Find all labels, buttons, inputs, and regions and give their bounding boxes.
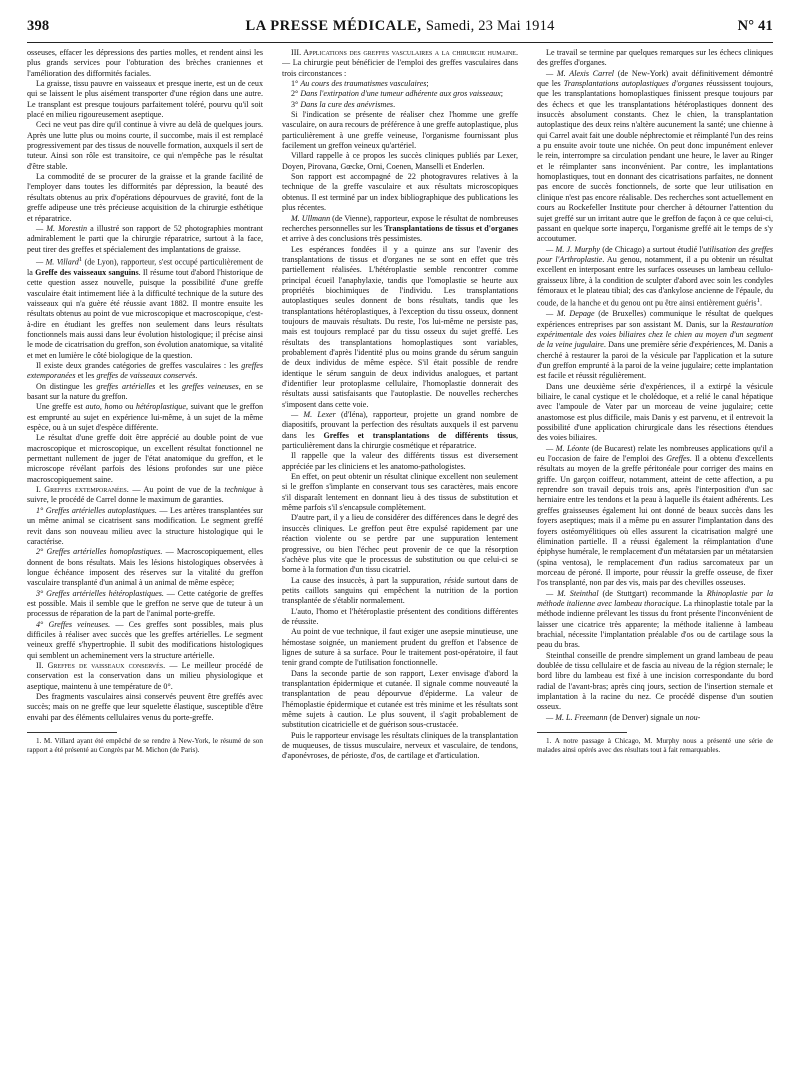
footnotes — [27, 737, 263, 755]
paragraph-text: réussissent toujours, que les transplantations homoplastiques finissent presque toujours par des échecs et que les transplantations hétéroplastiques donnent des insuccès absolument constants. Chez le chien, la transplantation autoplastique des deux reins n'altère aucunement la santé; une chienne à qui Carrel avait fait une double néphrectomie et réimplanté l'un des reins a pu ensuite avoir toute une nichée. On peut donc impunément enlever le rein, interrompre sa circulation pendant une heure, le laver au Ringer et le réimplanter sans inconvénient. Par contre, les implantations homoplastiques, tout en donnant des cicatrisations parfaites, ne donnent pas encore de succès fonctionnels, de sorte que leur utilisation en clinique n'est pas encore réalisable. Des recherches sont actuellement en cours au Rockefeller Institute pour chercher à détourner l'attention du sujet greffé sur un irritant autre que le greffon de façon à ce que celui-ci, passant en quelque sorte inaperçu, l'organisme greffé ait le temps de s'y accoutumer. — [537, 79, 773, 244]
paragraph: Les espérances fondées il y a quinze ans sur l'avenir des transplantations de tissus et d'organes ne se sont en effet que très partiellement réalisées. L'hétéroplastie semble rencontrer comme principal écueil l'anaphylaxie, tandis que l'omoplastie se heurte aux propriétés biochimiques de l'individu. Les transplantations autoplastiques seules donnent de bons résultats, tandis que les transplantations hétéroplastiques, à l'exception du tissu osseux, donnent toujours de mauvais résultats. Du reste, l'os lui-même ne persiste pas, mais est toujours remplacé par du tissu osseux du sujet greffé. Les résultats des transplantations homoplastiques sont variables, probablement d'après l'identité plus ou moins grande du sérum sanguin de deux individus de même espèce. S'il était possible de rendre identique le sérum sanguin de deux individus analogues, et partant d'identifier leur protoplasme cellulaire, l'homoplastie donnerait des résultats aussi satisfaisants que l'autoplastie. De nouvelles recherches s'imposent dans cette voie. — [282, 244, 518, 409]
section-heading: I. Greffes extemporanées. — [36, 485, 129, 495]
paragraph — [537, 444, 773, 589]
paragraph-text: (de Lyon), rapporteur, s'est occupé particulièrement de la — [27, 257, 263, 277]
journal-name: LA PRESSE MÉDICALE, — [245, 18, 422, 34]
paragraph-text: ; — [426, 79, 429, 89]
author-name: — M. J. Murphy — [546, 244, 600, 254]
emphasis: greffes extemporanées — [27, 361, 263, 381]
paragraph — [537, 309, 773, 381]
footnote: 1. A notre passage à Chicago, M. Murphy nous a présenté une série de malades ainsi opérés avec des résultats tout à fait remarquables. — [537, 737, 773, 754]
paragraph — [282, 214, 518, 245]
paragraph-text: — Cette catégorie de greffes est possible. Mais il semble que le greffon ne serve que de tuteur à un processus de réparation de la part de l'animal porte-greffe. — [27, 588, 263, 619]
paragraph — [27, 224, 263, 255]
paragraph-text: a illustré son rapport de 52 photographies montrant admirablement le parti que la chirurgie réparatrice, surtout à la face, peut tirer des greffes et spécialement des implantations de graisse. — [27, 223, 263, 254]
footnote-rule — [27, 732, 117, 733]
paragraph — [27, 485, 263, 506]
paragraph-text: — Ces greffes sont possibles, mais plus difficiles à réaliser avec succès que les greffes artérielles. Le segment veineux greffé s'hypertrophie. Il subit des modifications histologiques qui semblent un acheminement vers la structure artérielle. — [27, 619, 263, 660]
list-item — [282, 89, 518, 99]
paragraph-text: . La rhinoplastie totale par la méthode indienne prélevant les tissus du front présente l'inconvénient de laisser une cicatrice très apparente; la méthode italienne à lambeau brachial, nécessite l'implantation préalable d'os ou de cartilage sous la peau du bras. — [537, 598, 773, 650]
emphasis: Rhinoplastie par la méthode italienne avec lambeau thoracique — [537, 588, 773, 608]
author-name: — M. Villard — [36, 257, 79, 267]
paragraph-text: , suivant que le greffon est emprunté au sujet en expérience lui-même, à un sujet de la même espèce, ou à un sujet d'espèce différente. — [27, 402, 263, 433]
subsection-heading: 4° Greffes veineuses. — [36, 619, 111, 629]
paragraph: Dans une deuxième série d'expériences, il a extirpé la vésicule biliaire, le canal cystique et le cholédoque, et a relié le canal hépatique avec l'ampoule de Vater par un morceau de veine jugulaire; cette anastomose est plus difficile, mais Danis y est parvenu, et il entrevoit la possibilité d'une application chirurgicale dans les résections étendues des voies biliaires. — [537, 381, 773, 443]
paragraph-text: ; — [500, 89, 504, 99]
paragraph-text: (de Vienne), rapporteur, expose le résultat de nombreuses recherches personnelles sur les — [282, 213, 518, 233]
paragraph-text: (de Bruxelles) communique le résultat de quelques expériences entreprises par son assistant M. Danis, sur la — [537, 309, 773, 329]
paragraph-text: — Macroscopiquement, elles donnent de bons résultats. Mais les lésions histologiques observées à longue échéance imposent des réserves sur la vitalité du greffon vasculaire transplanté d'un animal à un animal de même espèce; — [27, 547, 263, 588]
section-heading: III. Applications des greffes vasculaires a la chirurgie humaine. — [291, 48, 518, 57]
paragraph: D'autre part, il y a lieu de considérer des différences dans le degré des insuccès cliniques. Le greffon peut être expulsé rapidement par une réaction violente ou se perdre par une suppuration lentement progressive, ou bien l'échec peut provenir de ce que la résorption s'achève plus vite que le processus de substitution ou que celui-ci se borne à la formation d'un tissu cicatriel. — [282, 513, 518, 575]
list-item — [282, 100, 518, 110]
topic-title: Greffe des vaisseaux sanguins — [35, 267, 139, 277]
paragraph: Le travail se termine par quelques remarques sur les échecs cliniques des greffes d'organes. — [537, 48, 773, 68]
paragraph: Puis le rapporteur envisage les résultats cliniques de la transplantation de muqueuses, de tissus musculaire, nerveux et vasculaire, de tendons, d'aponévroses, de périoste, d'os, de cartilage et d'articulation. — [282, 730, 518, 761]
paragraph-text: à suivre, le procédé de Carrel donne le maximum de garanties. — [27, 485, 263, 505]
author-name: — M. Lexer — [291, 410, 336, 420]
paragraph-text: . Dans une première série d'expériences, M. Danis a cherché à restaurer la paroi de la vésicule par l'application et la suture d'un greffon emprunté à la paroi de la veine jugulaire; cette implantation est facile et réussit régulièrement. — [537, 340, 773, 381]
author-name: — M. Steinthal — [546, 588, 599, 598]
paragraph — [27, 382, 263, 403]
list-number: 2° — [291, 89, 301, 99]
paragraph — [282, 48, 518, 79]
list-number: 3° — [291, 99, 301, 109]
paragraph: La graisse, tissu pauvre en vaisseaux et presque inerte, est un de ceux qui se laissent le plus aisément transporter d'une région dans une autre. Le transplant est presque toujours parfaitement toléré, pourvu qu'il soit placé en milieu rigoureusement aseptique. — [27, 79, 263, 120]
author-name: — M. Léonte — [546, 443, 590, 453]
paragraph-text: Il existe deux grandes catégories de greffes vasculaires : les — [36, 361, 242, 370]
paragraph — [537, 713, 773, 723]
emphasis: réside — [444, 575, 464, 585]
subsection-heading: 1° Greffes artérielles autoplastiques. — [36, 505, 157, 515]
paragraph-text: (de Bucarest) relate les nombreuses applications qu'il a eu l'occasion de faire de l'emploi des — [537, 443, 773, 464]
paragraph: La commodité de se procurer de la graisse et la grande facilité de l'employer dans toutes les difformités par dépression, la beauté des résultats obtenus au prix d'opérations dépourvues de gravité, font de la greffe adipeuse une très précieuse acquisition de la chirurgie esthétique et réparatrice. — [27, 172, 263, 223]
running-title — [87, 18, 713, 35]
paragraph-text: La cause des insuccès, à part la suppuration, — [291, 575, 445, 585]
author-name: — M. Morestin — [36, 223, 88, 233]
paragraph — [27, 661, 263, 692]
emphasis: greffes de vaisseaux conservés — [96, 371, 196, 381]
text-columns — [27, 48, 773, 1068]
paragraph: Dans la seconde partie de son rapport, Lexer envisage d'abord la transplantation épidermique et cutanée. Il signale comme nouveauté la transplantation de peau dépourvue d'épiderme. La valeur de l'hémoplastie épidermique et cutanée est très minime et les résultats sont même sujets à caution. Le plus souvent, il s'agit probablement de substitution cicatricielle et de guérison sous-crustacée. — [282, 668, 518, 730]
paragraph — [27, 547, 263, 588]
column-3 — [537, 48, 773, 1068]
issue-number: N° 41 — [737, 18, 773, 34]
header-rule — [27, 42, 773, 43]
paragraph: Villard rappelle à ce propos les succès cliniques publiés par Lexer, Doyen, Pirovana, Gœcke, Orni, Coenen, Manselli et Enderlen. — [282, 151, 518, 171]
author-name: M. Ullmann — [291, 213, 331, 223]
paragraph: Au point de vue technique, il faut exiger une asepsie minutieuse, une hémostase soignée, un maniement prudent du greffon et l'absence de lignes de suture à sa surface. Pour le traitement post-opératoire, il faut tenir grand compte de l'utilisation fonctionnelle. — [282, 627, 518, 668]
author-name: — M. L. Freemann — [546, 712, 608, 722]
footnotes — [537, 737, 773, 755]
emphasis: Transplantations autoplastiques d'organes — [563, 79, 704, 89]
paragraph — [537, 245, 773, 310]
paragraph-text: . Il a obtenu d'excellents résultats au moyen de la greffe péritonéale pour corriger des mains en griffe. Un garçon coiffeur, notamment, atteint de cette affection, a pu reprendre son travail depuis trois ans, après l'interposition d'un sac herniaire entre les tendons et la peau à laquelle ils étaient adhérents. Les greffes graisseuses également lui ont donné de beaux succès dans les foyers aseptiques; mais il a même pu en assurer l'implantation dans des foyers ostéomyélitiques où elles assurent la cicatrisation malgré une élimination partielle. Il a réussi également la réimplantation d'une épiphyse humérale, le remplacement d'un métatarsien par un métatarsien (spina ventosa), le remplacement d'un radius sarcomateux par un morceau de péroné. Il importe, pour réussir la greffe osseuse, de fixer l'os transplanté, non par des vis, mais par des chevilles osseuses. — [537, 454, 773, 588]
paragraph-text: ou — [122, 402, 136, 412]
subsection-heading: 2° Greffes artérielles homoplastiques. — [36, 547, 163, 557]
paragraph-text: (de Denver) signale un — [607, 712, 686, 722]
author-name: — M. Alexis Carrel — [546, 68, 615, 78]
page-number: 398 — [27, 18, 50, 34]
paragraph-text: (d'Iéna), rapporteur, projette un grand nombre de diapositifs, prouvant la perfection des résultats auxquels il est parvenu dans les — [282, 410, 518, 440]
paragraph-text: (de Chicago) a surtout étudié l' — [600, 244, 704, 254]
page-header — [27, 18, 773, 40]
paragraph — [282, 410, 518, 451]
paragraph-text: surtout dans de petits caillots sanguins qui empêchent la nutrition de la portion transplantée de s'établir normalement. — [282, 575, 518, 606]
column-2 — [282, 48, 518, 1068]
emphasis: auto, homo — [85, 402, 123, 412]
emphasis: technique — [224, 485, 256, 495]
subsection-heading: 3° Greffes artérielles hétéroplastiques. — [36, 588, 164, 598]
emphasis: Au cours des traumatismes vasculaires — [300, 79, 427, 89]
paragraph — [27, 361, 263, 382]
paragraph-text: — Le meilleur procédé de conservation est la conservation dans un milieu physiologique et aseptique, maintenu à une température de 0°. — [27, 660, 263, 691]
paragraph: Des fragments vasculaires ainsi conservés peuvent être greffés avec succès; mais on ne greffe que leur squelette élastique, susceptible d'être envahi par des éléments cellulaires venus du porte-greffe. — [27, 692, 263, 722]
emphasis: greffes artérielles — [96, 381, 156, 391]
paragraph-text: (de Stuttgart) recommande la — [598, 588, 707, 598]
column-1 — [27, 48, 263, 1068]
footnote-rule — [537, 732, 627, 733]
paragraph-text: — Les artères transplantées sur un même animal se cicatrisent sans modification. Le segment greffé revit dans son nouveau milieu avec la structure histologique qui le caractérise. — [27, 505, 263, 546]
paragraph-text: (de New-York) avait définitivement démontré que les — [537, 68, 773, 89]
list-number: 1° — [291, 79, 301, 89]
paragraph — [27, 506, 263, 547]
paragraph-text: . — [393, 99, 396, 109]
emphasis: Dans l'extirpation d'une tumeur adhérente aux gros vaisseaux — [300, 89, 501, 99]
paragraph — [27, 620, 263, 661]
paragraph-text: , particulièrement dans la chirurgie cosmétique et réparatrice. — [282, 430, 518, 451]
emphasis: hétéroplastique — [135, 402, 186, 412]
paragraph: L'auto, l'homo et l'hétéroplastie présentent des conditions différentes de réussite. — [282, 606, 518, 626]
topic-title: Greffes et transplantations de différents tissus — [323, 430, 516, 440]
section-heading: II. Greffes de vaisseaux conservés. — [36, 660, 166, 670]
emphasis: Dans la cure des anévrismes — [300, 99, 394, 109]
paragraph: osseuses, effacer les dépressions des parties molles, et rendent ainsi les plus grands services pour l'obturation des brèches craniennes et l'amélioration des difformités faciales. — [27, 48, 263, 78]
paragraph — [27, 589, 263, 620]
paragraph: Il rappelle que la valeur des différents tissus est diversement appréciée par les cliniciens et les anatomo-pathologistes. — [282, 451, 518, 471]
emphasis: utilisation des greffes pour l'Arthroplastie — [537, 244, 773, 264]
footnote-ref: 1 — [78, 255, 83, 263]
paragraph — [537, 589, 773, 651]
emphasis: nou- — [685, 712, 701, 722]
paragraph: Ceci ne veut pas dire qu'il continue à vivre au delà de quelques jours. Après une lutte plus ou moins courte, il succombe, mais il est remplacé progressivement par des tissus de nouvelle formation, auxquels il sert de tuteur. Ainsi son rôle est transitoire, ce qui n'empêche pas le résultat d'être stable. — [27, 120, 263, 171]
paragraph-text: et arrive à des conclusions très pessimistes. — [282, 234, 423, 244]
paragraph-text: — Au point de vue de la — [128, 485, 225, 495]
paragraph-text: On distingue les — [36, 381, 97, 391]
paragraph — [537, 69, 773, 245]
issue-date: Samedi, 23 Mai 1914 — [425, 18, 555, 34]
footnote-ref: 1 — [756, 297, 760, 305]
list-item — [282, 79, 518, 89]
paragraph-text: et les — [75, 371, 97, 381]
paragraph: Si l'indication se présente de réaliser chez l'homme une greffe vasculaire, on aura recours de préférence à une greffe autoplastique, plus particulièrement à une greffe veineuse, l'organisme fournissant plus facilement un greffon veineux qu'artériel. — [282, 110, 518, 151]
paragraph-text: , en se basant sur la nature du greffon. — [27, 381, 263, 402]
paragraph — [282, 576, 518, 607]
emphasis: Restauration expérimentale des voies biliaires chez le chien au moyen d'un segment de la veine jugulaire — [537, 319, 773, 350]
paragraph-text: . Au genou, notamment, il a pu obtenir un résultat excellent en interposant entre les surfaces osseuses un lambeau cellulo-graisseux libre, à la condition de sculpter d'abord avec soin les condyles fémoraux et le plateau tibial; des cas d'ankylose ancienne de l'épaule, du coude, de la hanche et du genou ont pu être ainsi entièrement guéris — [537, 254, 773, 308]
paragraph — [27, 402, 263, 433]
paragraph: Le résultat d'une greffe doit être apprécié au double point de vue macroscopique et microscopique, un excellent résultat fonctionnel ne permettant nullement de juger de l'état anatomique du greffon, et le microscope révélant parfois des lésions profondes sur une pièce macroscopiquement saine. — [27, 433, 263, 484]
paragraph-text: . — [195, 371, 198, 381]
emphasis: greffes veineuses — [182, 381, 239, 391]
footnote: 1. M. Villard ayant été empêché de se rendre à New-York, le résumé de son rapport a été présenté au Congrès par M. Michon (de Paris). — [27, 737, 263, 754]
paragraph: Son rapport est accompagné de 22 photogravures relatives à la technique de la greffe vasculaire et aux résultats microscopiques obtenus. Il est terminé par un index bibliographique des publications les plus récentes. — [282, 172, 518, 213]
paragraph-text: . Il résume tout d'abord l'historique de cette question assez nouvelle, puisque la possibilité d'une greffe vasculaire était intimement liée à la difficulté technique de la suture des vaisseaux qui n'a guère été réussie avant 1882. Il montre ensuite les résultats obtenus au point de vue microscopique et macroscopique, c'est-à-dire en étudiant les greffes non seulement dans leurs résultats fonctionnels mais aussi dans leur évolution histologique; il précise ainsi le mode de cicatrisation du greffon, son évolution anatomique, sa vitalité et met en lumière le côté biologique de la question. — [27, 267, 263, 360]
paragraph: Steinthal conseille de prendre simplement un grand lambeau de peau doublée de tissu cellulaire et de fascia au niveau de la région sternale; le bord libre du lambeau est fixé à une incision correspondante du bord radial de l'avant-bras; après cinq jours, section de l'insertion sternale et implantation à la racine du nez. Ce procédé dispense d'un soutien osseux. — [537, 650, 773, 712]
paragraph-text: Une greffe est — [36, 402, 86, 412]
emphasis: Greffes — [666, 454, 690, 464]
paragraph: En effet, on peut obtenir un résultat clinique excellent non seulement si le greffon s'implante en conservant tous ses caractères, mais encore s'il disparaît lentement en donnant lieu à des tissus de substitution et même parfois s'il s'encapsule complètement. — [282, 472, 518, 513]
author-name: — M. Depage — [546, 309, 595, 319]
paragraph-text: — La chirurgie peut bénéficier de l'emploi des greffes vasculaires dans trois circonstances : — [282, 58, 518, 78]
paragraph — [27, 255, 263, 361]
paragraph-text: . — [759, 298, 762, 308]
paragraph-text: et les — [155, 381, 183, 391]
topic-title: Transplantations de tissus et d'organes — [384, 223, 518, 233]
